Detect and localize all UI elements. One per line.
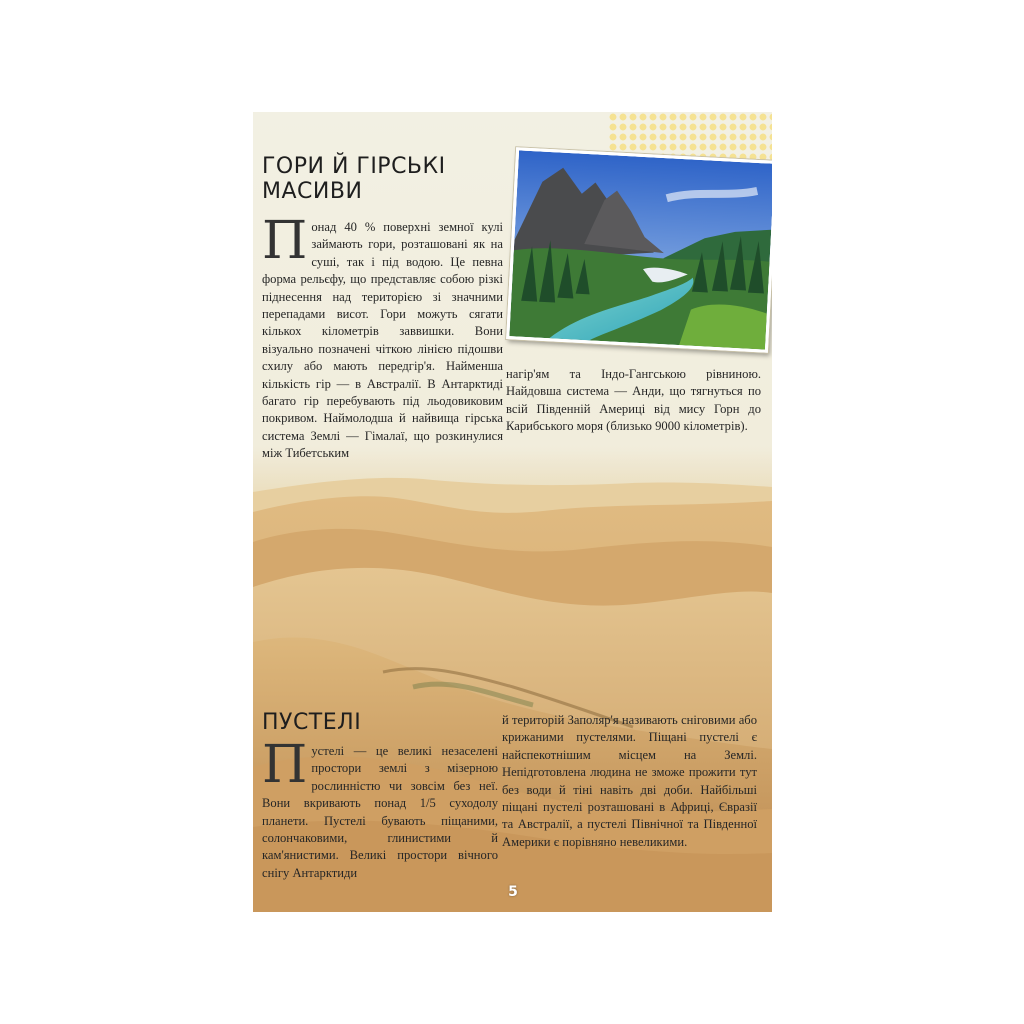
section-title-deserts: ПУСТЕЛІ: [262, 710, 362, 735]
mountains-text-left: [262, 211, 503, 463]
dropcap-mountains: П: [262, 211, 308, 271]
book-page: [253, 112, 772, 912]
mountain-lake-photo: [506, 147, 772, 352]
mountains-text-right: нагір'ям та Індо-Гангською рівниною. Найдовша система — Анди, що тягнуться по всій Південній Америці від мису Горн до Карибського моря (близько 9000 кілометрів).: [506, 367, 761, 434]
deserts-text-right: й територій Заполяр'я називають сніговими або крижаними пустелями. Піщані пустелі є найспекотнішим місцем на Землі. Непідготовлена людина не зможе прожити тут без води й тіні навіть дві доби. Найбільші піщані пустелі розташовані в Африці, Євразії та Австралії, а пустелі Північної та Південної Америки є порівняно невеликими.: [502, 713, 757, 849]
deserts-text-left: [262, 735, 498, 882]
page-number: 5: [508, 884, 518, 900]
deserts-paragraph: устелі — це великі незаселені простори землі з мізерною рослинністю чи зовсім без неї. Вони вкривають понад 1/5 суходолу планети. Пустелі бувають піщаними, солончаковими, глинистими й кам'янистими. Великі простори вічного снігу Антарктиди: [262, 744, 498, 880]
dropcap-deserts: П: [262, 735, 308, 795]
mountains-paragraph: онад 40 % поверхні земної кулі займають гори, розташовані як на суші, так і під водою. Це певна форма рельєфу, що представляє собою різкі піднесення над територією зі значними перепадами висот. Гори можуть сягати кількох кілометрів заввишки. Вони візуально позначені чіткою лінією підошви схилу або мають передгір'я. Найменша кількість гір — в Австралії. В Антарктиді багато гір перебувають під льодовиковим покривом. Наймолодша й найвища гірська система Землі — Гімалаї, що розкинулися між Тибетським: [262, 220, 503, 461]
section-title-mountains: ГОРИ Й ГІРСЬКІ МАСИВИ: [262, 154, 446, 204]
